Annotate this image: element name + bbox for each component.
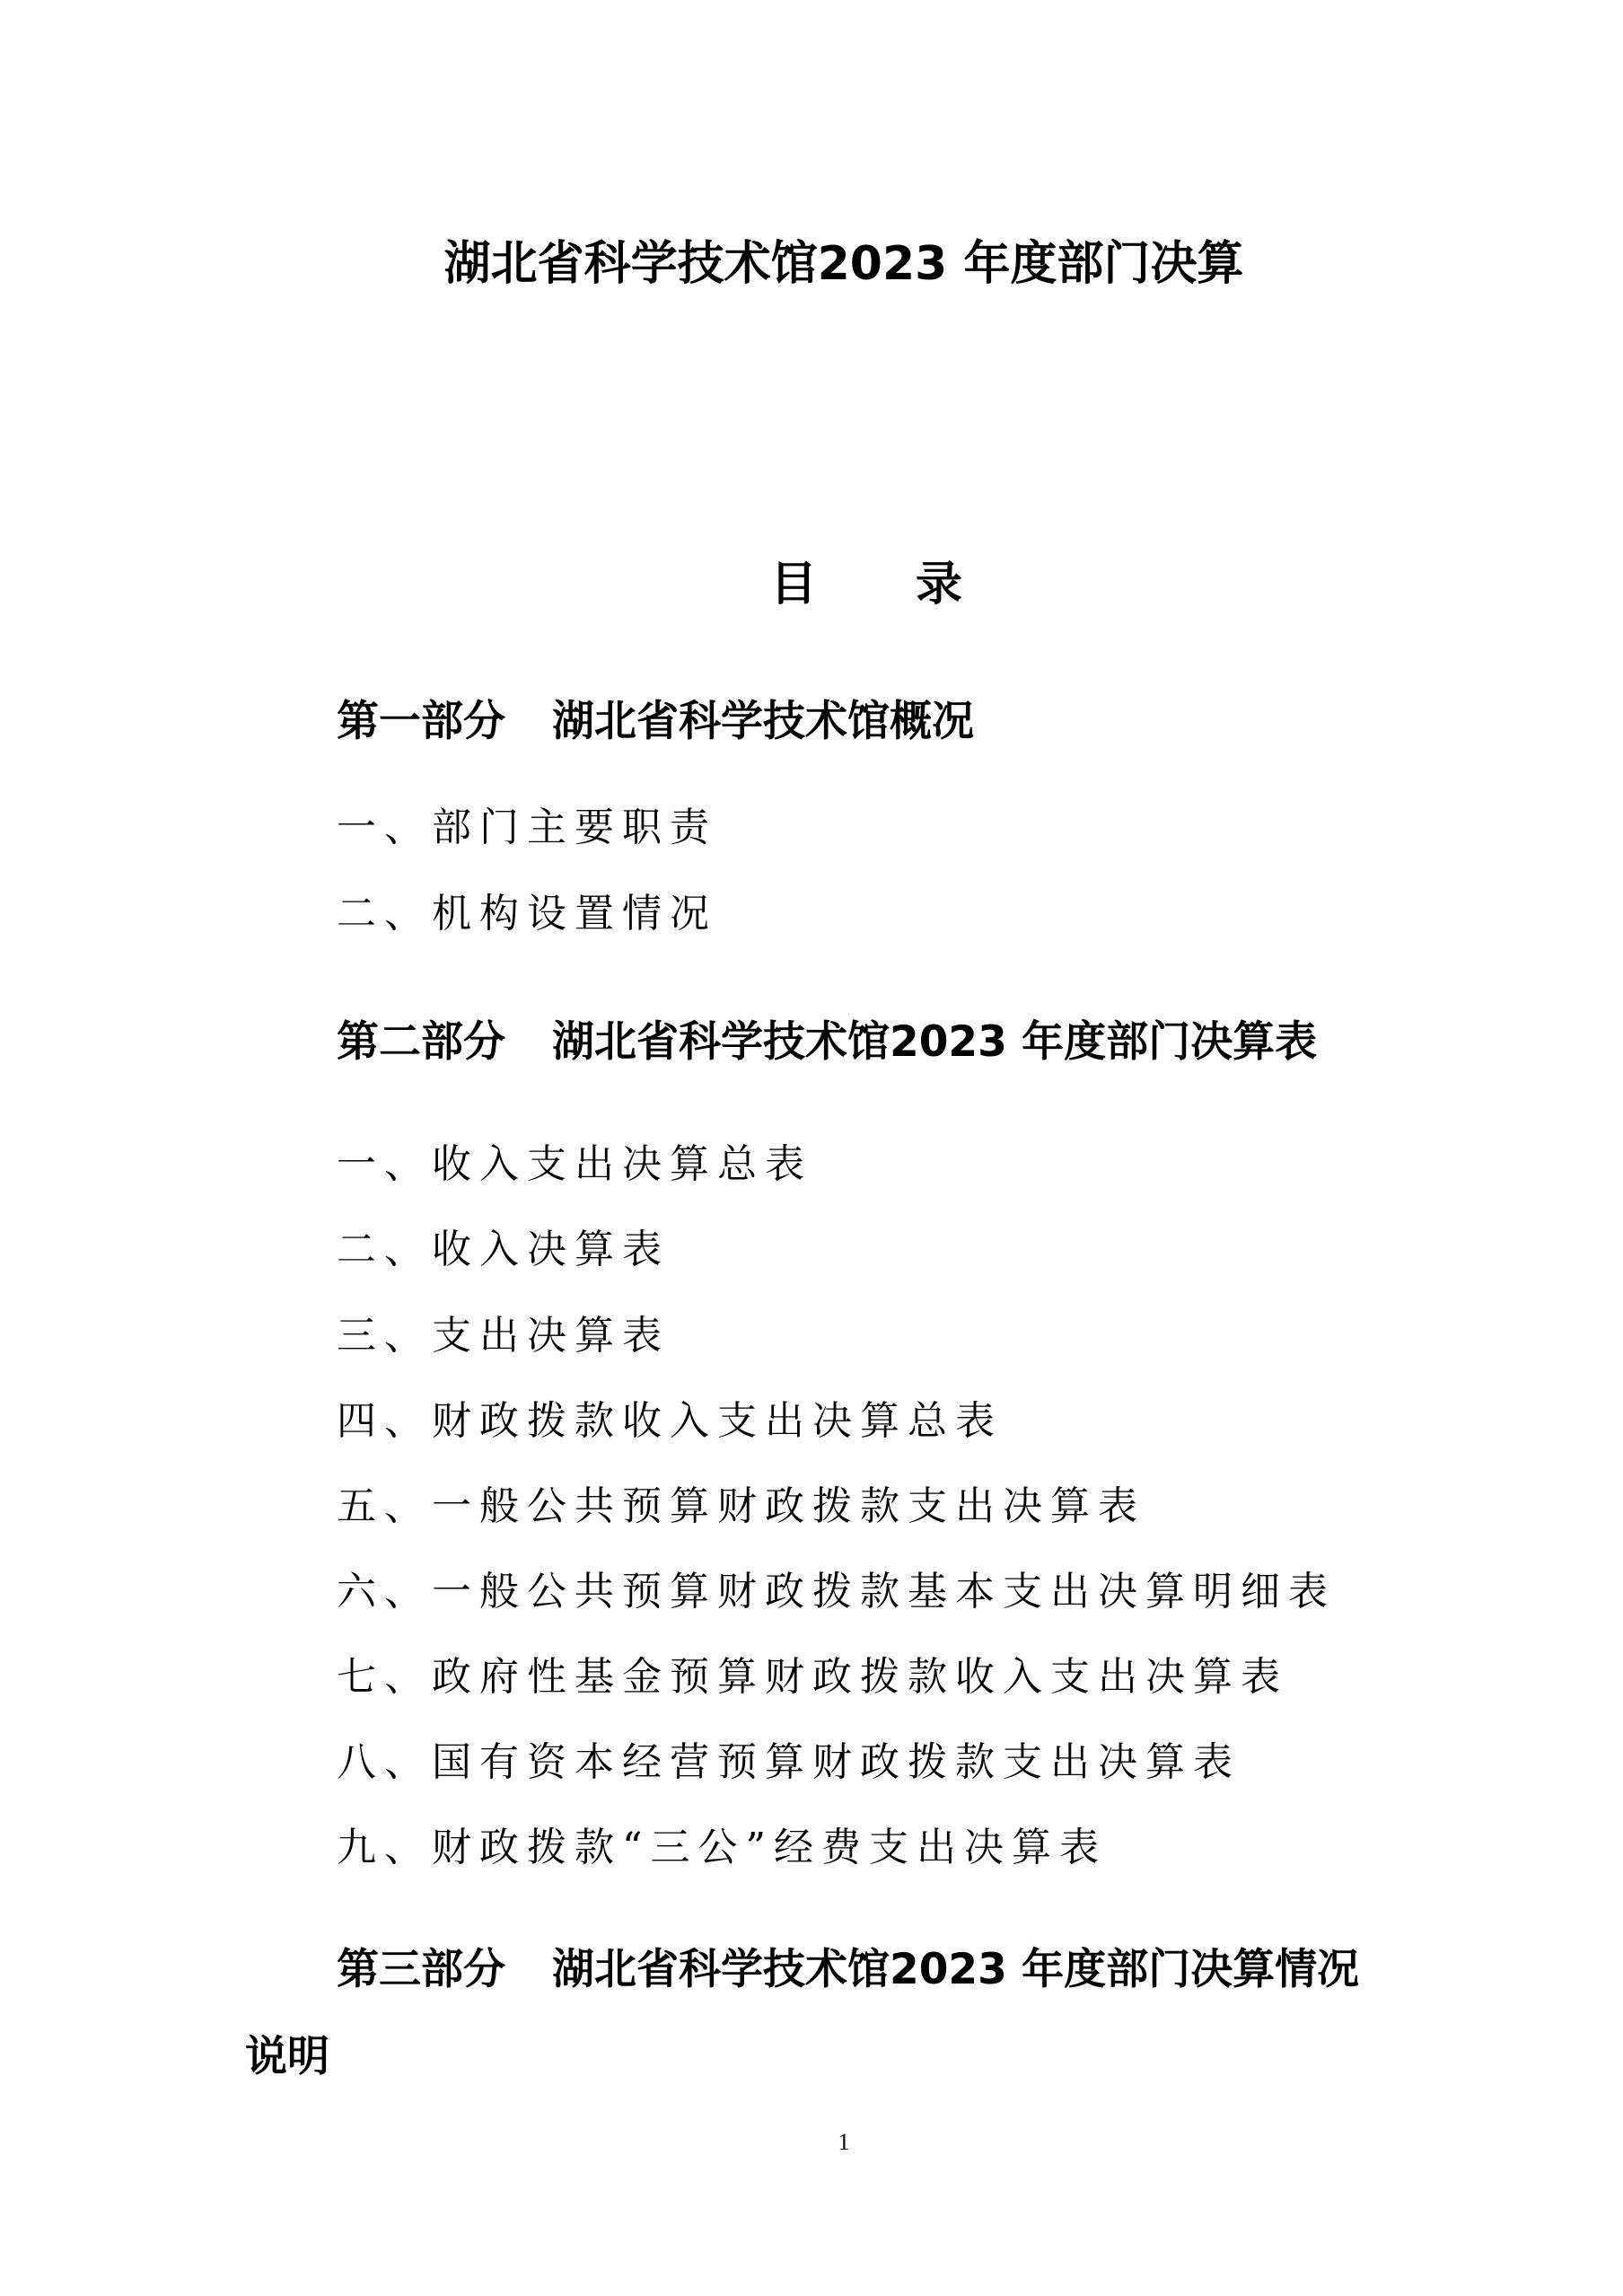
part-2-title: 湖北省科学技术馆2023 年度部门决算表 [552, 1017, 1318, 1067]
toc-heading-char-2: 录 [916, 558, 963, 611]
toc-item: 六、一般公共预算财政拨款基本支出决算明细表 [337, 1569, 1336, 1614]
part-1-title: 湖北省科学技术馆概况 [552, 697, 974, 746]
toc-item: 七、政府性基金预算财政拨款收入支出决算表 [337, 1654, 1288, 1700]
toc-item: 五、一般公共预算财政拨款支出决算表 [337, 1483, 1145, 1529]
part-1-heading [337, 697, 974, 746]
part-2-label: 第二部分 [337, 1017, 505, 1067]
part-1-label: 第一部分 [337, 697, 505, 746]
part-3-title: 湖北省科学技术馆2023 年度部门决算情况 [552, 1945, 1360, 1994]
toc-item: 一、部门主要职责 [337, 805, 717, 850]
part-3-title-continued: 说明 [245, 2032, 329, 2081]
toc-item: 四、财政拨款收入支出决算总表 [337, 1398, 1003, 1444]
part-2-heading [337, 1017, 1318, 1067]
part-3-label: 第三部分 [337, 1945, 505, 1994]
toc-item: 九、财政拨款“三公”经费支出决算表 [337, 1825, 1107, 1870]
toc-item: 八、国有资本经营预算财政拨款支出决算表 [337, 1739, 1241, 1785]
toc-heading-char-1: 目 [770, 558, 818, 611]
toc-item: 一、收入支出决算总表 [337, 1141, 812, 1187]
page-number: 1 [838, 2129, 850, 2155]
toc-item: 二、机构设置情况 [337, 891, 717, 937]
part-3-heading [337, 1945, 1360, 1994]
toc-item: 二、收入决算表 [337, 1227, 670, 1272]
document-title: 湖北省科学技术馆2023 年度部门决算 [443, 237, 1244, 291]
toc-item: 三、支出决算表 [337, 1313, 670, 1359]
